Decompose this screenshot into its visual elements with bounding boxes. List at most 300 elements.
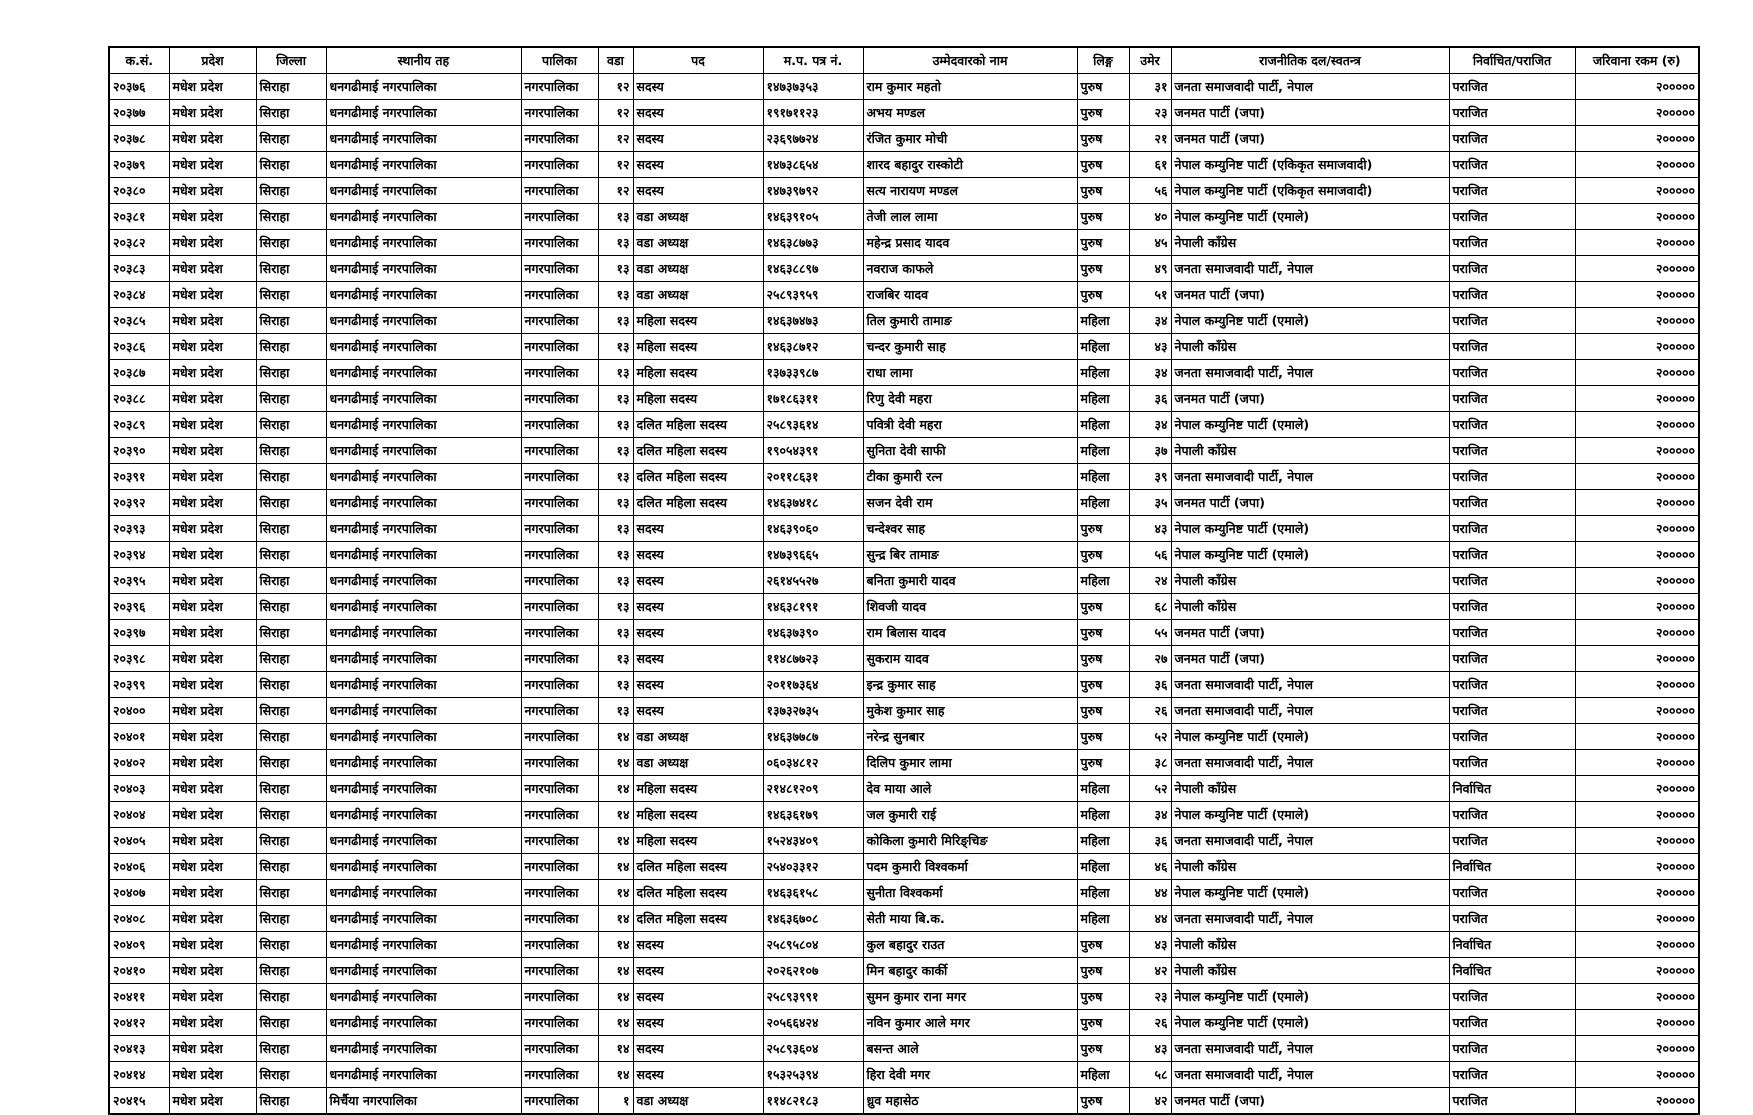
cell-result: निर्वाचित xyxy=(1449,776,1575,802)
cell-party: जनता समाजवादी पार्टी, नेपाल xyxy=(1171,360,1449,386)
cell-ward: १३ xyxy=(598,230,633,256)
cell-age: ५२ xyxy=(1129,776,1171,802)
cell-party: नेपाली काँग्रेस xyxy=(1171,568,1449,594)
cell-ballot-no: २५८९५८०४ xyxy=(763,932,863,958)
cell-local-level: धनगढीमाई नगरपालिका xyxy=(326,256,521,282)
cell-post: सदस्य xyxy=(633,958,763,984)
cell-ward: १३ xyxy=(598,282,633,308)
cell-candidate-name: मुकेश कुमार साह xyxy=(863,698,1077,724)
cell-district: सिराहा xyxy=(256,1088,326,1115)
cell-palika: नगरपालिका xyxy=(521,620,598,646)
cell-ballot-no: २०५६६४२४ xyxy=(763,1010,863,1036)
cell-ward: १३ xyxy=(598,412,633,438)
cell-result: पराजित xyxy=(1449,464,1575,490)
cell-ballot-no: २५८९३६०४ xyxy=(763,1036,863,1062)
header-row xyxy=(109,47,1699,74)
cell-local-level: धनगढीमाई नगरपालिका xyxy=(326,984,521,1010)
cell-party: नेपाली काँग्रेस xyxy=(1171,854,1449,880)
cell-ballot-no: २५४०३३१२ xyxy=(763,854,863,880)
cell-gender: पुरुष xyxy=(1077,984,1129,1010)
cell-candidate-name: रिणु देवी महरा xyxy=(863,386,1077,412)
cell-age: ६८ xyxy=(1129,594,1171,620)
cell-candidate-name: रंजित कुमार मोची xyxy=(863,126,1077,152)
cell-party: नेपाल कम्युनिष्ट पार्टी (एमाले) xyxy=(1171,984,1449,1010)
cell-ballot-no: १४६३८१९१ xyxy=(763,594,863,620)
cell-fine: २००००० xyxy=(1575,100,1699,126)
cell-age: ३५ xyxy=(1129,490,1171,516)
cell-result: पराजित xyxy=(1449,880,1575,906)
cell-ward: १३ xyxy=(598,698,633,724)
cell-age: ३८ xyxy=(1129,750,1171,776)
cell-candidate-name: राधा लामा xyxy=(863,360,1077,386)
cell-ballot-no: १४६३६७०८ xyxy=(763,906,863,932)
cell-ward: १ xyxy=(598,1088,633,1115)
cell-palika: नगरपालिका xyxy=(521,490,598,516)
cell-post: सदस्य xyxy=(633,568,763,594)
cell-age: ४२ xyxy=(1129,1088,1171,1115)
cell-gender: पुरुष xyxy=(1077,672,1129,698)
cell-palika: नगरपालिका xyxy=(521,958,598,984)
cell-candidate-name: नविन कुमार आले मगर xyxy=(863,1010,1077,1036)
cell-party: नेपाल कम्युनिष्ट पार्टी (एमाले) xyxy=(1171,1010,1449,1036)
cell-gender: महिला xyxy=(1077,360,1129,386)
cell-palika: नगरपालिका xyxy=(521,360,598,386)
cell-fine: २००००० xyxy=(1575,1010,1699,1036)
cell-party: नेपाली काँग्रेस xyxy=(1171,932,1449,958)
cell-result: पराजित xyxy=(1449,646,1575,672)
cell-ballot-no: ०६०३४८१२ xyxy=(763,750,863,776)
cell-province: मधेश प्रदेश xyxy=(169,256,256,282)
col-header-age: उमेर xyxy=(1129,47,1171,74)
cell-post: दलित महिला सदस्य xyxy=(633,438,763,464)
cell-ballot-no: १४६३६१७९ xyxy=(763,802,863,828)
cell-post: महिला सदस्य xyxy=(633,334,763,360)
cell-ward: १४ xyxy=(598,802,633,828)
cell-candidate-name: हिरा देवी मगर xyxy=(863,1062,1077,1088)
cell-serial: २०३७९ xyxy=(109,152,169,178)
cell-palika: नगरपालिका xyxy=(521,568,598,594)
cell-province: मधेश प्रदेश xyxy=(169,126,256,152)
cell-ballot-no: १३७३२७३५ xyxy=(763,698,863,724)
cell-district: सिराहा xyxy=(256,1036,326,1062)
cell-district: सिराहा xyxy=(256,958,326,984)
cell-fine: २००००० xyxy=(1575,542,1699,568)
cell-fine: २००००० xyxy=(1575,490,1699,516)
cell-candidate-name: बनिता कुमारी यादव xyxy=(863,568,1077,594)
cell-candidate-name: देव माया आले xyxy=(863,776,1077,802)
cell-age: ३७ xyxy=(1129,438,1171,464)
cell-gender: पुरुष xyxy=(1077,542,1129,568)
cell-ward: १४ xyxy=(598,906,633,932)
cell-post: सदस्य xyxy=(633,984,763,1010)
cell-party: नेपाल कम्युनिष्ट पार्टी (एमाले) xyxy=(1171,880,1449,906)
cell-district: सिराहा xyxy=(256,100,326,126)
cell-post: सदस्य xyxy=(633,594,763,620)
cell-party: जनमत पार्टी (जपा) xyxy=(1171,100,1449,126)
cell-district: सिराहा xyxy=(256,360,326,386)
cell-district: सिराहा xyxy=(256,776,326,802)
cell-serial: २०३९७ xyxy=(109,620,169,646)
cell-district: सिराहा xyxy=(256,802,326,828)
cell-palika: नगरपालिका xyxy=(521,698,598,724)
cell-result: पराजित xyxy=(1449,750,1575,776)
cell-fine: २००००० xyxy=(1575,698,1699,724)
cell-palika: नगरपालिका xyxy=(521,984,598,1010)
cell-fine: २००००० xyxy=(1575,828,1699,854)
cell-age: ५६ xyxy=(1129,178,1171,204)
cell-ballot-no: २०११७३६४ xyxy=(763,672,863,698)
cell-fine: २००००० xyxy=(1575,880,1699,906)
cell-gender: पुरुष xyxy=(1077,750,1129,776)
cell-party: नेपाल कम्युनिष्ट पार्टी (एमाले) xyxy=(1171,724,1449,750)
cell-local-level: धनगढीमाई नगरपालिका xyxy=(326,126,521,152)
cell-candidate-name: नरेन्द्र सुनबार xyxy=(863,724,1077,750)
cell-province: मधेश प्रदेश xyxy=(169,646,256,672)
cell-post: सदस्य xyxy=(633,698,763,724)
cell-age: ३६ xyxy=(1129,828,1171,854)
cell-ballot-no: १४६३८८९७ xyxy=(763,256,863,282)
cell-ward: १२ xyxy=(598,74,633,100)
cell-result: पराजित xyxy=(1449,594,1575,620)
cell-serial: २०४०८ xyxy=(109,906,169,932)
cell-ward: १३ xyxy=(598,542,633,568)
cell-palika: नगरपालिका xyxy=(521,854,598,880)
table-row xyxy=(109,620,1699,646)
cell-local-level: धनगढीमाई नगरपालिका xyxy=(326,438,521,464)
cell-palika: नगरपालिका xyxy=(521,932,598,958)
cell-province: मधेश प्रदेश xyxy=(169,620,256,646)
table-row xyxy=(109,126,1699,152)
cell-serial: २०३८७ xyxy=(109,360,169,386)
cell-result: पराजित xyxy=(1449,542,1575,568)
document-sheet xyxy=(108,46,1700,1115)
cell-ward: १३ xyxy=(598,646,633,672)
cell-local-level: धनगढीमाई नगरपालिका xyxy=(326,386,521,412)
cell-party: नेपाली काँग्रेस xyxy=(1171,334,1449,360)
cell-party: जनता समाजवादी पार्टी, नेपाल xyxy=(1171,906,1449,932)
cell-local-level: धनगढीमाई नगरपालिका xyxy=(326,490,521,516)
cell-district: सिराहा xyxy=(256,646,326,672)
cell-post: महिला सदस्य xyxy=(633,828,763,854)
cell-candidate-name: नवराज काफले xyxy=(863,256,1077,282)
cell-party: नेपाली काँग्रेस xyxy=(1171,230,1449,256)
cell-serial: २०३८९ xyxy=(109,412,169,438)
cell-result: पराजित xyxy=(1449,1010,1575,1036)
cell-ballot-no: २५८९३९५९ xyxy=(763,282,863,308)
col-header-post: पद xyxy=(633,47,763,74)
cell-post: सदस्य xyxy=(633,1036,763,1062)
col-header-result: निर्वाचित/पराजित xyxy=(1449,47,1575,74)
cell-ballot-no: २६१४५५२७ xyxy=(763,568,863,594)
cell-local-level: धनगढीमाई नगरपालिका xyxy=(326,230,521,256)
cell-ward: १३ xyxy=(598,464,633,490)
cell-palika: नगरपालिका xyxy=(521,1088,598,1115)
cell-candidate-name: सुनीता विश्वकर्मा xyxy=(863,880,1077,906)
cell-ward: १२ xyxy=(598,126,633,152)
cell-district: सिराहा xyxy=(256,984,326,1010)
cell-ward: १४ xyxy=(598,776,633,802)
cell-palika: नगरपालिका xyxy=(521,1010,598,1036)
cell-gender: महिला xyxy=(1077,906,1129,932)
cell-ballot-no: १४७३८६५४ xyxy=(763,152,863,178)
cell-district: सिराहा xyxy=(256,932,326,958)
cell-fine: २००००० xyxy=(1575,776,1699,802)
cell-post: सदस्य xyxy=(633,646,763,672)
cell-local-level: धनगढीमाई नगरपालिका xyxy=(326,958,521,984)
cell-age: ४३ xyxy=(1129,516,1171,542)
cell-district: सिराहा xyxy=(256,620,326,646)
cell-result: पराजित xyxy=(1449,438,1575,464)
cell-party: जनमत पार्टी (जपा) xyxy=(1171,490,1449,516)
cell-gender: पुरुष xyxy=(1077,516,1129,542)
cell-age: ५५ xyxy=(1129,620,1171,646)
cell-gender: महिला xyxy=(1077,386,1129,412)
cell-district: सिराहा xyxy=(256,230,326,256)
cell-age: ३६ xyxy=(1129,672,1171,698)
cell-local-level: धनगढीमाई नगरपालिका xyxy=(326,334,521,360)
cell-result: पराजित xyxy=(1449,724,1575,750)
cell-post: महिला सदस्य xyxy=(633,386,763,412)
cell-serial: २०४०१ xyxy=(109,724,169,750)
cell-age: २४ xyxy=(1129,568,1171,594)
cell-fine: २००००० xyxy=(1575,152,1699,178)
cell-serial: २०३८५ xyxy=(109,308,169,334)
cell-age: ५६ xyxy=(1129,542,1171,568)
table-row xyxy=(109,438,1699,464)
cell-ward: १३ xyxy=(598,360,633,386)
cell-palika: नगरपालिका xyxy=(521,776,598,802)
cell-post: सदस्य xyxy=(633,178,763,204)
cell-post: सदस्य xyxy=(633,74,763,100)
cell-gender: पुरुष xyxy=(1077,958,1129,984)
cell-age: ३९ xyxy=(1129,464,1171,490)
cell-province: मधेश प्रदेश xyxy=(169,958,256,984)
cell-fine: २००००० xyxy=(1575,1062,1699,1088)
table-row xyxy=(109,386,1699,412)
cell-gender: महिला xyxy=(1077,880,1129,906)
cell-party: जनता समाजवादी पार्टी, नेपाल xyxy=(1171,1036,1449,1062)
cell-gender: पुरुष xyxy=(1077,152,1129,178)
cell-district: सिराहा xyxy=(256,750,326,776)
cell-age: २१ xyxy=(1129,126,1171,152)
cell-candidate-name: सुन्द्र बिर तामाङ xyxy=(863,542,1077,568)
cell-result: निर्वाचित xyxy=(1449,958,1575,984)
cell-age: ४६ xyxy=(1129,854,1171,880)
cell-ward: १४ xyxy=(598,880,633,906)
cell-local-level: धनगढीमाई नगरपालिका xyxy=(326,776,521,802)
cell-fine: २००००० xyxy=(1575,854,1699,880)
cell-gender: महिला xyxy=(1077,308,1129,334)
table-row xyxy=(109,490,1699,516)
cell-result: पराजित xyxy=(1449,360,1575,386)
cell-post: वडा अध्यक्ष xyxy=(633,1088,763,1115)
candidate-fine-table xyxy=(108,46,1700,1115)
cell-age: २३ xyxy=(1129,100,1171,126)
cell-fine: २००००० xyxy=(1575,594,1699,620)
cell-post: सदस्य xyxy=(633,1062,763,1088)
cell-candidate-name: चन्दर कुमारी साह xyxy=(863,334,1077,360)
cell-ballot-no: १४६३७३९० xyxy=(763,620,863,646)
cell-gender: पुरुष xyxy=(1077,204,1129,230)
cell-ballot-no: १४७३९७९२ xyxy=(763,178,863,204)
cell-result: पराजित xyxy=(1449,568,1575,594)
cell-ward: १३ xyxy=(598,516,633,542)
cell-local-level: धनगढीमाई नगरपालिका xyxy=(326,178,521,204)
cell-ward: १३ xyxy=(598,620,633,646)
cell-gender: महिला xyxy=(1077,828,1129,854)
cell-age: ५२ xyxy=(1129,724,1171,750)
cell-age: २३ xyxy=(1129,984,1171,1010)
cell-serial: २०३९९ xyxy=(109,672,169,698)
cell-palika: नगरपालिका xyxy=(521,542,598,568)
cell-result: पराजित xyxy=(1449,698,1575,724)
cell-serial: २०४०९ xyxy=(109,932,169,958)
cell-candidate-name: ध्रुव महासेठ xyxy=(863,1088,1077,1115)
cell-ward: १३ xyxy=(598,386,633,412)
cell-palika: नगरपालिका xyxy=(521,906,598,932)
cell-gender: महिला xyxy=(1077,776,1129,802)
cell-district: सिराहा xyxy=(256,906,326,932)
cell-party: जनता समाजवादी पार्टी, नेपाल xyxy=(1171,464,1449,490)
cell-post: सदस्य xyxy=(633,516,763,542)
cell-post: सदस्य xyxy=(633,672,763,698)
cell-palika: नगरपालिका xyxy=(521,672,598,698)
cell-fine: २००००० xyxy=(1575,932,1699,958)
cell-palika: नगरपालिका xyxy=(521,802,598,828)
cell-gender: पुरुष xyxy=(1077,282,1129,308)
cell-province: मधेश प्रदेश xyxy=(169,880,256,906)
cell-district: सिराहा xyxy=(256,1010,326,1036)
cell-candidate-name: सुमन कुमार राना मगर xyxy=(863,984,1077,1010)
cell-candidate-name: शारद बहादुर रास्कोटी xyxy=(863,152,1077,178)
cell-party: नेपाल कम्युनिष्ट पार्टी (एमाले) xyxy=(1171,204,1449,230)
cell-district: सिराहा xyxy=(256,542,326,568)
cell-result: पराजित xyxy=(1449,230,1575,256)
table-row xyxy=(109,724,1699,750)
cell-party: जनता समाजवादी पार्टी, नेपाल xyxy=(1171,1062,1449,1088)
cell-palika: नगरपालिका xyxy=(521,724,598,750)
cell-ward: १३ xyxy=(598,334,633,360)
cell-post: महिला सदस्य xyxy=(633,360,763,386)
cell-serial: २०३८४ xyxy=(109,282,169,308)
cell-gender: महिला xyxy=(1077,802,1129,828)
cell-district: सिराहा xyxy=(256,334,326,360)
cell-party: जनता समाजवादी पार्टी, नेपाल xyxy=(1171,74,1449,100)
cell-ballot-no: ११४८७७२३ xyxy=(763,646,863,672)
cell-province: मधेश प्रदेश xyxy=(169,334,256,360)
cell-candidate-name: इन्द्र कुमार साह xyxy=(863,672,1077,698)
cell-local-level: धनगढीमाई नगरपालिका xyxy=(326,74,521,100)
cell-province: मधेश प्रदेश xyxy=(169,672,256,698)
cell-party: नेपाल कम्युनिष्ट पार्टी (एमाले) xyxy=(1171,542,1449,568)
cell-post: दलित महिला सदस्य xyxy=(633,906,763,932)
cell-province: मधेश प्रदेश xyxy=(169,490,256,516)
table-row xyxy=(109,802,1699,828)
col-header-serial: क.सं. xyxy=(109,47,169,74)
cell-ballot-no: १३७३३९८७ xyxy=(763,360,863,386)
cell-result: पराजित xyxy=(1449,412,1575,438)
cell-candidate-name: कोकिला कुमारी मिरिङ्चिङ xyxy=(863,828,1077,854)
cell-candidate-name: सुकराम यादव xyxy=(863,646,1077,672)
col-header-gender: लिङ्ग xyxy=(1077,47,1129,74)
cell-province: मधेश प्रदेश xyxy=(169,100,256,126)
table-row xyxy=(109,1036,1699,1062)
cell-serial: २०४१० xyxy=(109,958,169,984)
cell-gender: पुरुष xyxy=(1077,646,1129,672)
cell-province: मधेश प्रदेश xyxy=(169,74,256,100)
cell-party: नेपाली काँग्रेस xyxy=(1171,776,1449,802)
cell-candidate-name: पदम कुमारी विश्वकर्मा xyxy=(863,854,1077,880)
cell-result: पराजित xyxy=(1449,984,1575,1010)
cell-post: वडा अध्यक्ष xyxy=(633,256,763,282)
cell-province: मधेश प्रदेश xyxy=(169,178,256,204)
cell-age: ४९ xyxy=(1129,256,1171,282)
cell-province: मधेश प्रदेश xyxy=(169,1088,256,1115)
cell-province: मधेश प्रदेश xyxy=(169,594,256,620)
cell-district: सिराहा xyxy=(256,568,326,594)
table-row xyxy=(109,646,1699,672)
cell-fine: २००००० xyxy=(1575,438,1699,464)
cell-party: जनमत पार्टी (जपा) xyxy=(1171,646,1449,672)
cell-candidate-name: अभय मण्डल xyxy=(863,100,1077,126)
cell-party: जनमत पार्टी (जपा) xyxy=(1171,126,1449,152)
cell-province: मधेश प्रदेश xyxy=(169,152,256,178)
cell-serial: २०४०४ xyxy=(109,802,169,828)
cell-result: पराजित xyxy=(1449,308,1575,334)
cell-serial: २०३७८ xyxy=(109,126,169,152)
cell-fine: २००००० xyxy=(1575,516,1699,542)
cell-serial: २०३८१ xyxy=(109,204,169,230)
col-header-party: राजनीतिक दल/स्वतन्त्र xyxy=(1171,47,1449,74)
cell-ballot-no: २५८९३६१४ xyxy=(763,412,863,438)
cell-gender: पुरुष xyxy=(1077,230,1129,256)
cell-ballot-no: २०११८६३१ xyxy=(763,464,863,490)
cell-ward: १४ xyxy=(598,1062,633,1088)
cell-ballot-no: १४६३८७१२ xyxy=(763,334,863,360)
cell-result: पराजित xyxy=(1449,204,1575,230)
cell-serial: २०४०० xyxy=(109,698,169,724)
cell-province: मधेश प्रदेश xyxy=(169,828,256,854)
cell-gender: पुरुष xyxy=(1077,1088,1129,1115)
cell-result: पराजित xyxy=(1449,100,1575,126)
cell-serial: २०३७७ xyxy=(109,100,169,126)
cell-ward: १४ xyxy=(598,750,633,776)
table-row xyxy=(109,308,1699,334)
cell-party: नेपाली काँग्रेस xyxy=(1171,594,1449,620)
cell-local-level: धनगढीमाई नगरपालिका xyxy=(326,282,521,308)
cell-fine: २००००० xyxy=(1575,360,1699,386)
cell-province: मधेश प्रदेश xyxy=(169,308,256,334)
cell-ballot-no: १५२४३४०९ xyxy=(763,828,863,854)
cell-ward: १२ xyxy=(598,178,633,204)
cell-result: पराजित xyxy=(1449,1062,1575,1088)
cell-age: ३४ xyxy=(1129,412,1171,438)
cell-province: मधेश प्रदेश xyxy=(169,750,256,776)
cell-ballot-no: १४६३९१०५ xyxy=(763,204,863,230)
cell-district: सिराहा xyxy=(256,438,326,464)
cell-district: सिराहा xyxy=(256,308,326,334)
cell-fine: २००००० xyxy=(1575,412,1699,438)
table-row xyxy=(109,178,1699,204)
cell-gender: महिला xyxy=(1077,412,1129,438)
cell-fine: २००००० xyxy=(1575,178,1699,204)
cell-palika: नगरपालिका xyxy=(521,334,598,360)
cell-gender: महिला xyxy=(1077,854,1129,880)
cell-local-level: धनगढीमाई नगरपालिका xyxy=(326,542,521,568)
table-row xyxy=(109,412,1699,438)
cell-fine: २००००० xyxy=(1575,126,1699,152)
cell-candidate-name: कुल बहादुर राउत xyxy=(863,932,1077,958)
